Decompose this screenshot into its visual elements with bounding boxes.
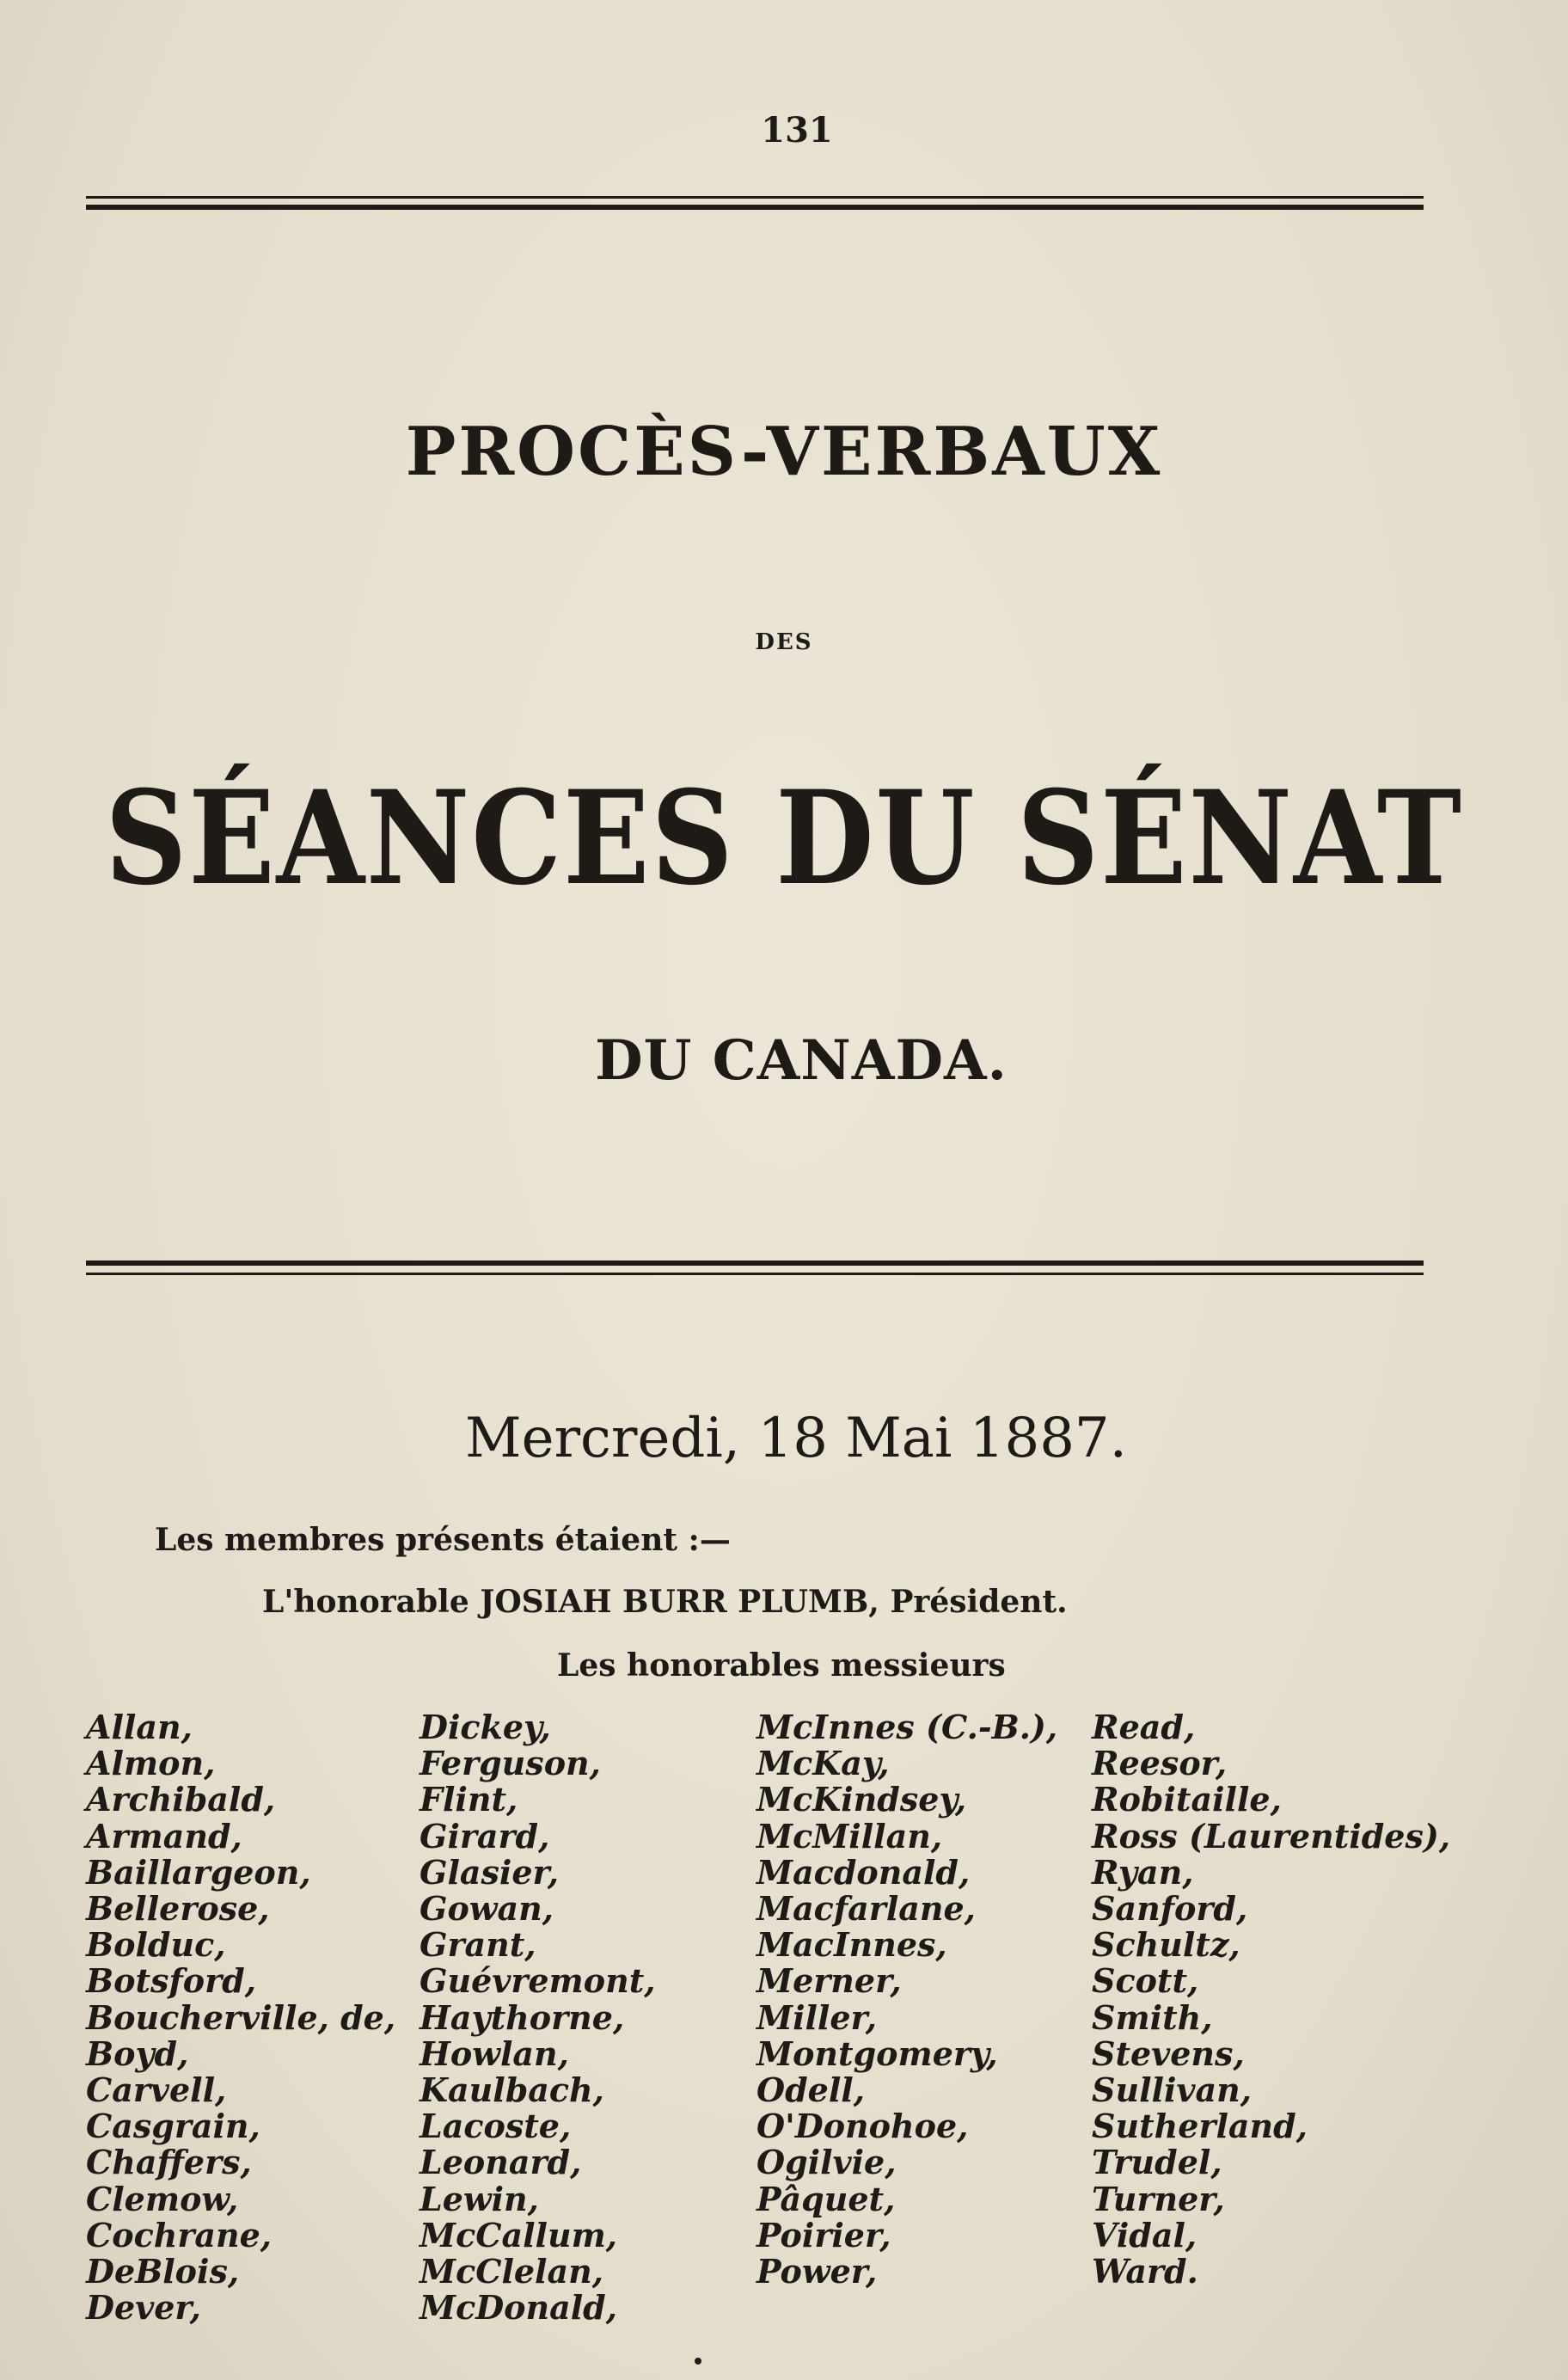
section-rule-thick [86, 1261, 1424, 1266]
member-name: Armand, [86, 1816, 242, 1856]
member-name: Almon, [86, 1744, 216, 1783]
member-name: Flint, [420, 1780, 518, 1819]
members-intro: Les membres présents étaient :— [155, 1522, 731, 1558]
member-name: Merner, [756, 1961, 902, 2001]
member-name: Glasier, [420, 1852, 560, 1892]
member-name: Chaffers, [86, 2143, 252, 2182]
session-date: Mercredi, 18 Mai 1887. [465, 1407, 1127, 1470]
member-name: Casgrain, [86, 2107, 260, 2146]
member-name: McDonald, [420, 2288, 617, 2328]
member-name: Trudel, [1092, 2143, 1222, 2182]
members-column-4 [1092, 1709, 1450, 2290]
member-name: Girard, [420, 1816, 550, 1856]
member-name: Schultz, [1092, 1925, 1240, 1965]
member-name: Archibald, [86, 1780, 276, 1819]
member-name: Clemow, [86, 2179, 239, 2218]
member-name: Lacoste, [420, 2107, 572, 2146]
header-rule-thin [86, 196, 1424, 199]
ink-dot [695, 2358, 701, 2365]
header-rule-thick [86, 205, 1424, 210]
member-name: Read, [1092, 1708, 1196, 1746]
member-name: Reesor, [1092, 1744, 1228, 1783]
member-name: Ogilvie, [756, 2143, 897, 2182]
member-name: DeBlois, [86, 2252, 240, 2291]
member-name: Stevens, [1092, 2033, 1245, 2073]
title-du-canada: DU CANADA. [595, 1028, 1008, 1093]
member-name: Boucherville, de, [86, 1997, 396, 2037]
member-name: Scott, [1092, 1961, 1199, 2001]
member-name: Montgomery, [756, 2033, 998, 2073]
page-number-text: 131 [761, 110, 833, 150]
member-name: Allan, [86, 1708, 193, 1746]
member-name: Dever, [86, 2288, 201, 2328]
member-name: Robitaille, [1092, 1780, 1282, 1819]
president-line: L'honorable JOSIAH BURR PLUMB, Président. [262, 1584, 1068, 1620]
member-name: Ross (Laurentides), [1092, 1816, 1451, 1856]
page-number [0, 110, 1568, 150]
member-name: Howlan, [420, 2033, 569, 2073]
member-name: Gowan, [420, 1889, 554, 1929]
member-name: Leonard, [420, 2143, 582, 2182]
member-name: McKay, [756, 1744, 890, 1783]
member-name: Turner, [1092, 2179, 1225, 2218]
member-name: Botsford, [86, 1961, 256, 2001]
member-name: McCallum, [420, 2215, 618, 2254]
member-name: Pâquet, [756, 2179, 896, 2218]
member-name: Grant, [420, 1925, 536, 1965]
member-name: Sullivan, [1092, 2070, 1252, 2110]
member-name: Ward. [1092, 2252, 1198, 2291]
member-name: MacInnes, [756, 1925, 947, 1965]
member-name: Lewin, [420, 2179, 539, 2218]
title-proces-verbaux: PROCÈS-VERBAUX [405, 413, 1163, 491]
member-name: Macfarlane, [756, 1889, 976, 1929]
member-name: Kaulbach, [420, 2070, 604, 2110]
member-name: Macdonald, [756, 1852, 971, 1892]
honorables-label: Les honorables messieurs [557, 1647, 1006, 1684]
member-name: Bellerose, [86, 1889, 270, 1929]
member-name: Cochrane, [86, 2215, 273, 2254]
member-name: Bolduc, [86, 1925, 226, 1965]
member-name: Sanford, [1092, 1889, 1248, 1929]
member-name: Haythorne, [420, 1997, 625, 2037]
members-column-3 [756, 1709, 1057, 2290]
section-rule-thin [86, 1273, 1424, 1275]
member-name: Odell, [756, 2070, 865, 2110]
member-name: McInnes (C.-B.), [756, 1708, 1058, 1746]
member-name: Dickey, [420, 1708, 551, 1746]
member-name: McMillan, [756, 1816, 943, 1856]
member-name: Sutherland, [1092, 2107, 1308, 2146]
member-name: Smith, [1092, 1997, 1213, 2037]
member-name: Carvell, [86, 2070, 227, 2110]
member-name: McClelan, [420, 2252, 603, 2291]
member-name: Poirier, [756, 2215, 891, 2254]
member-name: Vidal, [1092, 2215, 1197, 2254]
title-des: DES [755, 629, 813, 655]
member-name: Guévremont, [420, 1961, 656, 2001]
member-name: O'Donohoe, [756, 2107, 969, 2146]
member-name: Baillargeon, [86, 1852, 311, 1892]
member-name: Ryan, [1092, 1852, 1194, 1892]
title-seances-du-senat: SÉANCES DU SÉNAT [105, 763, 1463, 914]
member-name: Power, [756, 2252, 878, 2291]
member-name: Boyd, [86, 2033, 189, 2073]
member-name: Miller, [756, 1997, 878, 2037]
members-column-2 [420, 1709, 656, 2326]
member-name: Ferguson, [420, 1744, 601, 1783]
members-column-1 [86, 1709, 395, 2326]
member-name: McKindsey, [756, 1780, 967, 1819]
